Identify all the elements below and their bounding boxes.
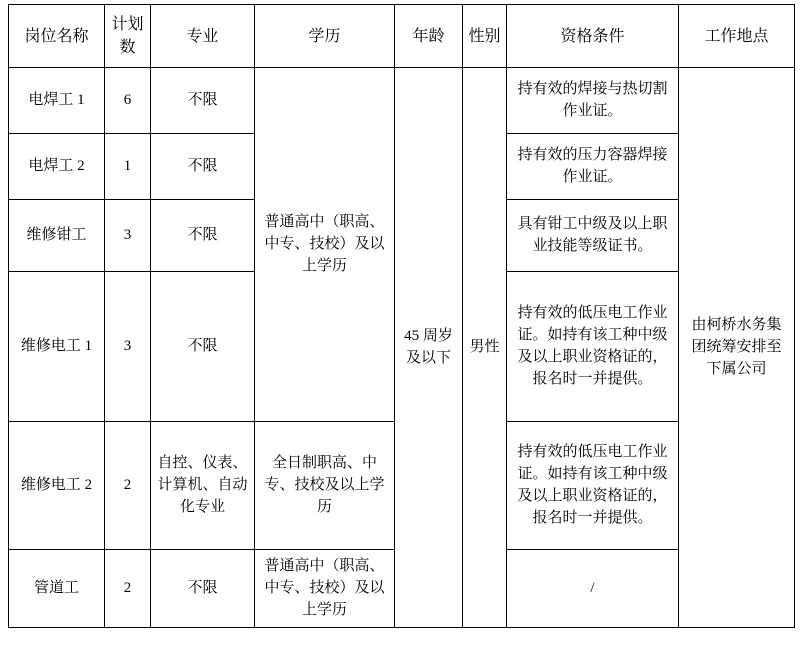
table-row	[9, 68, 795, 134]
column-header-age: 年龄	[395, 5, 463, 68]
column-header-education: 学历	[255, 5, 395, 68]
cell-qualification: 持有效的低压电工作业证。如持有该工种中级及以上职业资格证的，报名时一并提供。	[507, 272, 679, 422]
cell-position-name: 维修电工 1	[9, 272, 105, 422]
cell-position-name: 电焊工 2	[9, 134, 105, 200]
cell-plan-count: 6	[105, 68, 151, 134]
document-page	[0, 4, 808, 667]
cell-major: 不限	[151, 134, 255, 200]
cell-plan-count: 2	[105, 550, 151, 628]
cell-qualification: /	[507, 550, 679, 628]
cell-major: 自控、仪表、计算机、自动化专业	[151, 422, 255, 550]
cell-plan-count: 3	[105, 272, 151, 422]
cell-position-name: 管道工	[9, 550, 105, 628]
cell-education: 普通高中（职高、中专、技校）及以上学历	[255, 68, 395, 422]
cell-major: 不限	[151, 68, 255, 134]
cell-work-location: 由柯桥水务集团统筹安排至下属公司	[679, 68, 795, 628]
cell-qualification: 具有钳工中级及以上职业技能等级证书。	[507, 200, 679, 272]
cell-position-name: 维修电工 2	[9, 422, 105, 550]
table-header-row	[9, 5, 795, 68]
cell-qualification: 持有效的压力容器焊接作业证。	[507, 134, 679, 200]
cell-position-name: 维修钳工	[9, 200, 105, 272]
cell-education: 全日制职高、中专、技校及以上学历	[255, 422, 395, 550]
job-positions-table	[8, 4, 795, 628]
column-header-name: 岗位名称	[9, 5, 105, 68]
column-header-location: 工作地点	[679, 5, 795, 68]
cell-major: 不限	[151, 272, 255, 422]
cell-plan-count: 1	[105, 134, 151, 200]
cell-qualification: 持有效的低压电工作业证。如持有该工种中级及以上职业资格证的，报名时一并提供。	[507, 422, 679, 550]
cell-age: 45 周岁及以下	[395, 68, 463, 628]
cell-qualification: 持有效的焊接与热切割作业证。	[507, 68, 679, 134]
cell-sex: 男性	[463, 68, 507, 628]
column-header-major: 专业	[151, 5, 255, 68]
column-header-qualification: 资格条件	[507, 5, 679, 68]
cell-major: 不限	[151, 550, 255, 628]
column-header-sex: 性别	[463, 5, 507, 68]
cell-major: 不限	[151, 200, 255, 272]
cell-education: 普通高中（职高、中专、技校）及以上学历	[255, 550, 395, 628]
cell-plan-count: 3	[105, 200, 151, 272]
cell-plan-count: 2	[105, 422, 151, 550]
cell-position-name: 电焊工 1	[9, 68, 105, 134]
column-header-count: 计划数	[105, 5, 151, 68]
